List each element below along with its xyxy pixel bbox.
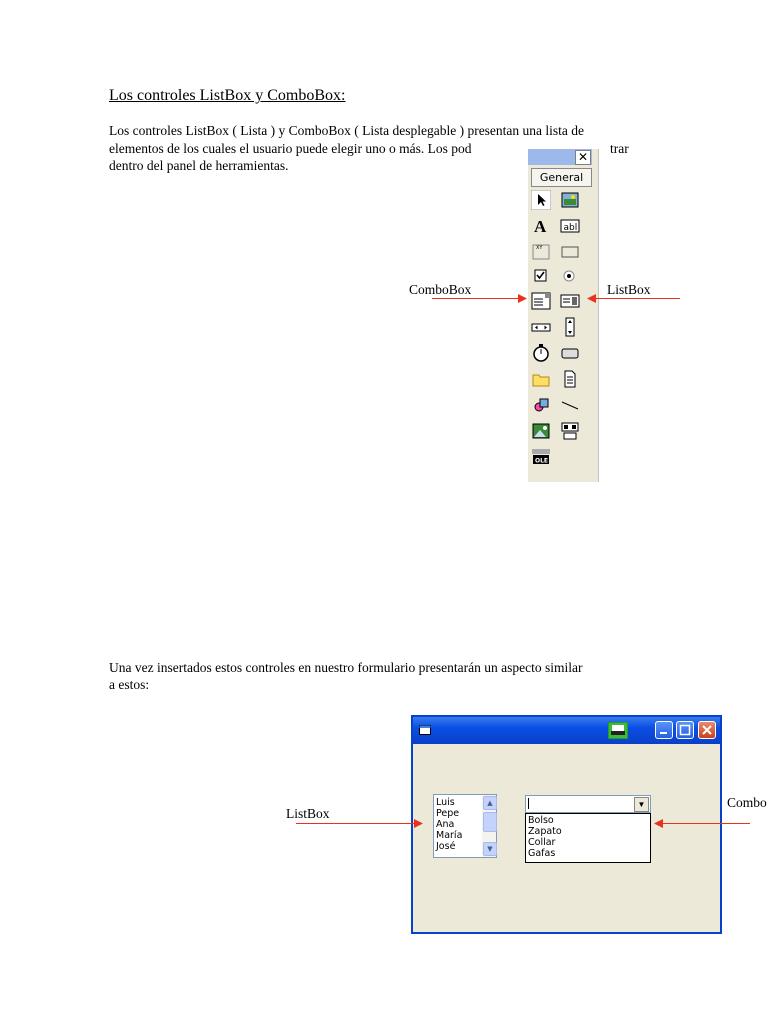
close-icon[interactable]: ✕ (575, 150, 591, 165)
combobox-form-callout-arrow (662, 823, 750, 824)
image-icon[interactable] (531, 421, 551, 441)
toolbox-tab-general[interactable]: General (531, 168, 592, 187)
form-titlebar (413, 717, 720, 744)
line-icon[interactable] (560, 395, 580, 415)
minimize-button[interactable] (655, 721, 673, 739)
optionbutton-icon[interactable] (560, 266, 580, 286)
dirlistbox-icon[interactable] (531, 369, 551, 389)
form-icon (419, 725, 431, 735)
data-icon[interactable] (560, 421, 580, 441)
listbox-icon[interactable] (560, 291, 580, 311)
drivelistbox-icon[interactable] (560, 343, 580, 363)
label-icon[interactable] (531, 216, 551, 236)
textbox-icon[interactable] (560, 216, 580, 236)
dropdown-item[interactable]: Bolso (528, 815, 554, 826)
hscrollbar-icon[interactable] (531, 317, 551, 337)
intro-line-1: Los controles ListBox ( Lista ) y ComboBox ( Lista desplegable ) presentan una lista de (109, 123, 585, 138)
checkbox-icon[interactable] (531, 266, 551, 286)
listbox-callout-arrow (595, 298, 680, 299)
arrowhead-icon (587, 294, 596, 303)
combobox-callout-label: ComboBox (409, 282, 472, 297)
picturebox-icon[interactable] (560, 190, 580, 210)
combobox-form-callout-label: Combo (727, 795, 767, 810)
scroll-thumb[interactable] (483, 812, 497, 832)
pointer-icon[interactable] (531, 190, 551, 210)
filelistbox-icon[interactable] (560, 369, 580, 389)
toolbox-panel (528, 149, 599, 482)
svg-text:XY: XY (536, 245, 543, 251)
listbox-callout-label: ListBox (607, 282, 651, 297)
combobox-control[interactable] (525, 795, 651, 813)
arrowhead-icon (654, 819, 663, 828)
listbox-control[interactable] (433, 794, 497, 858)
maximize-button[interactable] (676, 721, 694, 739)
ole-icon[interactable] (531, 447, 551, 467)
timer-icon[interactable] (531, 343, 551, 363)
svg-text:A: A (534, 217, 547, 236)
frame-icon[interactable] (531, 241, 551, 261)
arrowhead-icon (518, 294, 527, 303)
list-item[interactable]: María (436, 830, 463, 841)
maximize-icon (677, 722, 693, 738)
listbox-form-callout-label: ListBox (286, 806, 330, 821)
combobox-dropdown (525, 813, 651, 863)
text-caret (528, 798, 529, 809)
commandbutton-icon[interactable] (560, 241, 580, 261)
scroll-up-icon[interactable]: ▲ (483, 796, 497, 810)
chevron-down-icon[interactable]: ▼ (634, 797, 649, 812)
second-para-line-1: Una vez insertados estos controles en nuestro formulario presentarán un aspecto similar (109, 660, 583, 675)
arrowhead-icon (414, 819, 423, 828)
shape-icon[interactable] (531, 395, 551, 415)
minimize-icon (656, 722, 672, 738)
svg-text:OLE: OLE (535, 457, 549, 465)
combobox-icon[interactable] (531, 291, 551, 311)
intro-line-2-end: trar (610, 141, 629, 156)
form-window (411, 715, 722, 934)
intro-line-2: elementos de los cuales el usuario puede elegir uno o más. Los pod (109, 141, 472, 156)
list-item[interactable]: Ana (436, 819, 455, 830)
printer-icon[interactable] (608, 722, 628, 739)
list-item[interactable]: Pepe (436, 808, 460, 819)
svg-text:abl: abl (563, 223, 578, 233)
listbox-scrollbar[interactable] (482, 795, 496, 857)
dropdown-item[interactable]: Collar (528, 837, 556, 848)
listbox-form-callout-arrow (296, 823, 416, 824)
dropdown-item[interactable]: Gafas (528, 848, 556, 859)
list-item[interactable]: Luis (436, 797, 455, 808)
page-title: Los controles ListBox y ComboBox: (109, 87, 346, 104)
second-para-line-2: a estos: (109, 677, 150, 692)
vscrollbar-icon[interactable] (560, 317, 580, 337)
close-button[interactable] (698, 721, 716, 739)
list-item[interactable]: José (436, 841, 456, 852)
dropdown-item[interactable]: Zapato (528, 826, 562, 837)
close-icon (699, 722, 715, 738)
scroll-down-icon[interactable]: ▼ (483, 842, 497, 856)
intro-line-3: dentro del panel de herramientas. (109, 158, 289, 173)
combobox-callout-arrow (432, 298, 520, 299)
